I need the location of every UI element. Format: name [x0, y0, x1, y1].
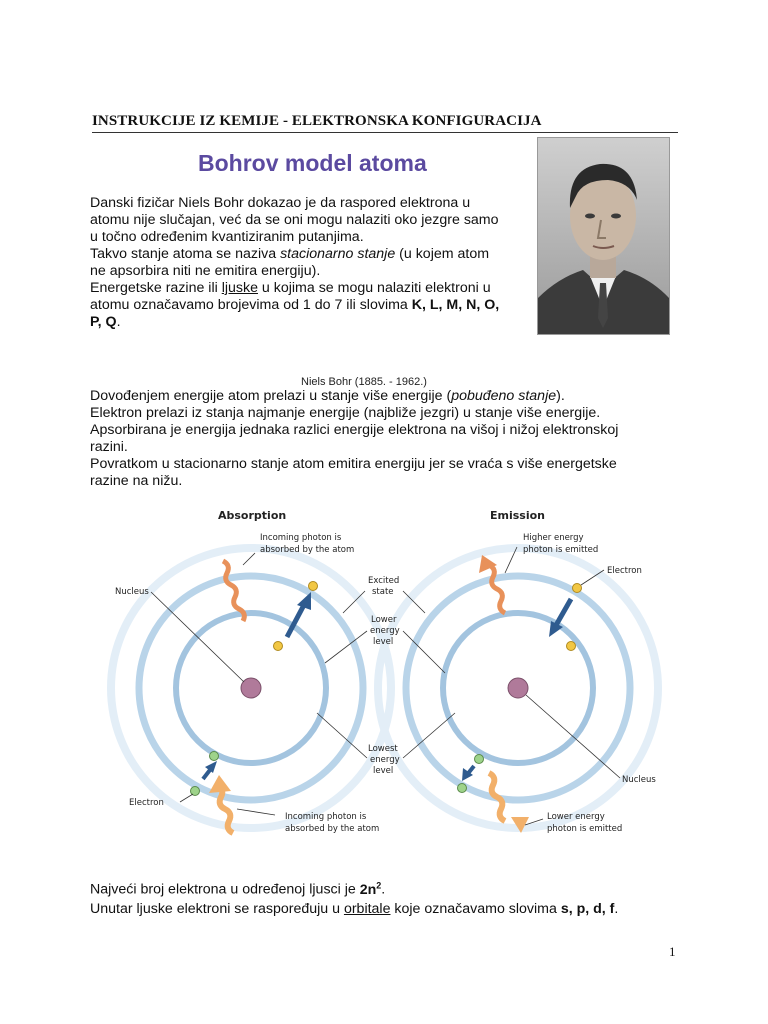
label-lower-level: energy	[370, 626, 400, 636]
intro-line: atomu označavamo brojevima od 1 do 7 ili slovima K, L, M, N, O,	[90, 297, 500, 313]
page-number: 1	[669, 944, 676, 959]
page-title: Bohrov model atoma	[198, 150, 427, 176]
label-excited-state: state	[372, 587, 394, 597]
shell-letters-end: P, Q	[90, 314, 117, 330]
term-excited-state: pobuđeno stanje	[451, 388, 557, 404]
body-line: Povratkom u stacionarno stanje atom emitira energiju jer se vraća s više energetske	[90, 456, 617, 472]
label-lowest-level: Lowest	[368, 744, 398, 754]
body-line: razini.	[90, 439, 128, 455]
label-lower-energy-photon: photon is emitted	[547, 824, 623, 834]
max-electrons-line: Najveći broj elektrona u određenoj ljusci je $2n^2$.	[90, 880, 386, 898]
body-line: razine na nižu.	[90, 473, 183, 489]
absorption-atom	[111, 548, 394, 833]
intro-line: P, Q.	[90, 314, 121, 330]
body-line: Dovođenjem energije atom prelazi u stanje više energije (pobuđeno stanje).	[90, 388, 565, 404]
emission-atom	[378, 547, 658, 833]
intro-line: Takvo stanje atoma se naziva stacionarno stanje (u kojem atom	[90, 246, 490, 262]
label-lower-level: level	[373, 637, 394, 647]
label-lowest-level: energy	[370, 755, 400, 765]
intro-line: u točno određenim kvantiziranim putanjima.	[90, 229, 364, 245]
nucleus-icon	[241, 678, 261, 698]
term-shells: ljuske	[221, 280, 258, 296]
orbitals-paragraph	[90, 876, 680, 919]
label-excited-state: Excited	[368, 576, 400, 586]
label-lower-level: Lower	[371, 615, 397, 625]
nucleus-icon	[508, 678, 528, 698]
term-orbitals: orbitale	[343, 900, 391, 917]
label-incoming-photon: absorbed by the atom	[285, 824, 380, 834]
absorption-title: Absorption	[218, 509, 287, 522]
document-header: INSTRUKCIJE IZ KEMIJE - ELEKTRONSKA KONFIGURACIJA	[92, 113, 678, 133]
body-line: Apsorbirana je energija jednaka razlici energije elektrona na višoj i nižoj elektronskoj	[90, 422, 619, 438]
orbital-letters: s, p, d, f	[560, 900, 615, 917]
label-incoming-photon: Incoming photon is	[285, 812, 367, 822]
emission-title: Emission	[490, 509, 545, 522]
label-nucleus: Nucleus	[115, 587, 149, 597]
body-line: Elektron prelazi iz stanja najmanje energije (najbliže jezgri) u stanje više energije.	[90, 405, 601, 421]
intro-line: atomu nije slučajan, već da se oni mogu nalaziti oko jezgre samo	[90, 212, 499, 228]
label-higher-energy: photon is emitted	[523, 545, 599, 555]
term-stationary-state: stacionarno stanje	[280, 246, 396, 262]
photo-caption: Niels Bohr (1885. - 1962.)	[301, 376, 427, 388]
label-incoming-photon: absorbed by the atom	[260, 545, 355, 555]
label-incoming-photon: Incoming photon is	[260, 533, 342, 543]
label-higher-energy: Higher energy	[523, 533, 584, 543]
intro-line: ne apsorbira niti ne emitira energiju).	[90, 263, 321, 279]
intro-line: Energetske razine ili ljuske u kojima se mogu nalaziti elektroni u	[90, 280, 491, 296]
label-electron: Electron	[129, 798, 164, 808]
label-lower-energy-photon: Lower energy	[547, 812, 605, 822]
absorption-emission-diagram	[85, 503, 685, 858]
label-nucleus: Nucleus	[622, 775, 656, 785]
formula-2n2: $2n^2$	[359, 880, 382, 898]
shell-letters: K, L, M, N, O,	[411, 297, 500, 313]
niels-bohr-portrait	[537, 137, 670, 335]
intro-line: Danski fizičar Niels Bohr dokazao je da raspored elektrona u	[90, 195, 471, 211]
label-lowest-level: level	[373, 766, 394, 776]
emitted-photon-icon	[489, 565, 505, 613]
intro-paragraph	[90, 195, 524, 331]
excitation-paragraph	[90, 388, 678, 490]
orbitals-line: Unutar ljuske elektroni se raspoređuju u orbitale koje označavamo slovima s, p, d, f.	[90, 900, 619, 917]
label-electron: Electron	[607, 566, 642, 576]
